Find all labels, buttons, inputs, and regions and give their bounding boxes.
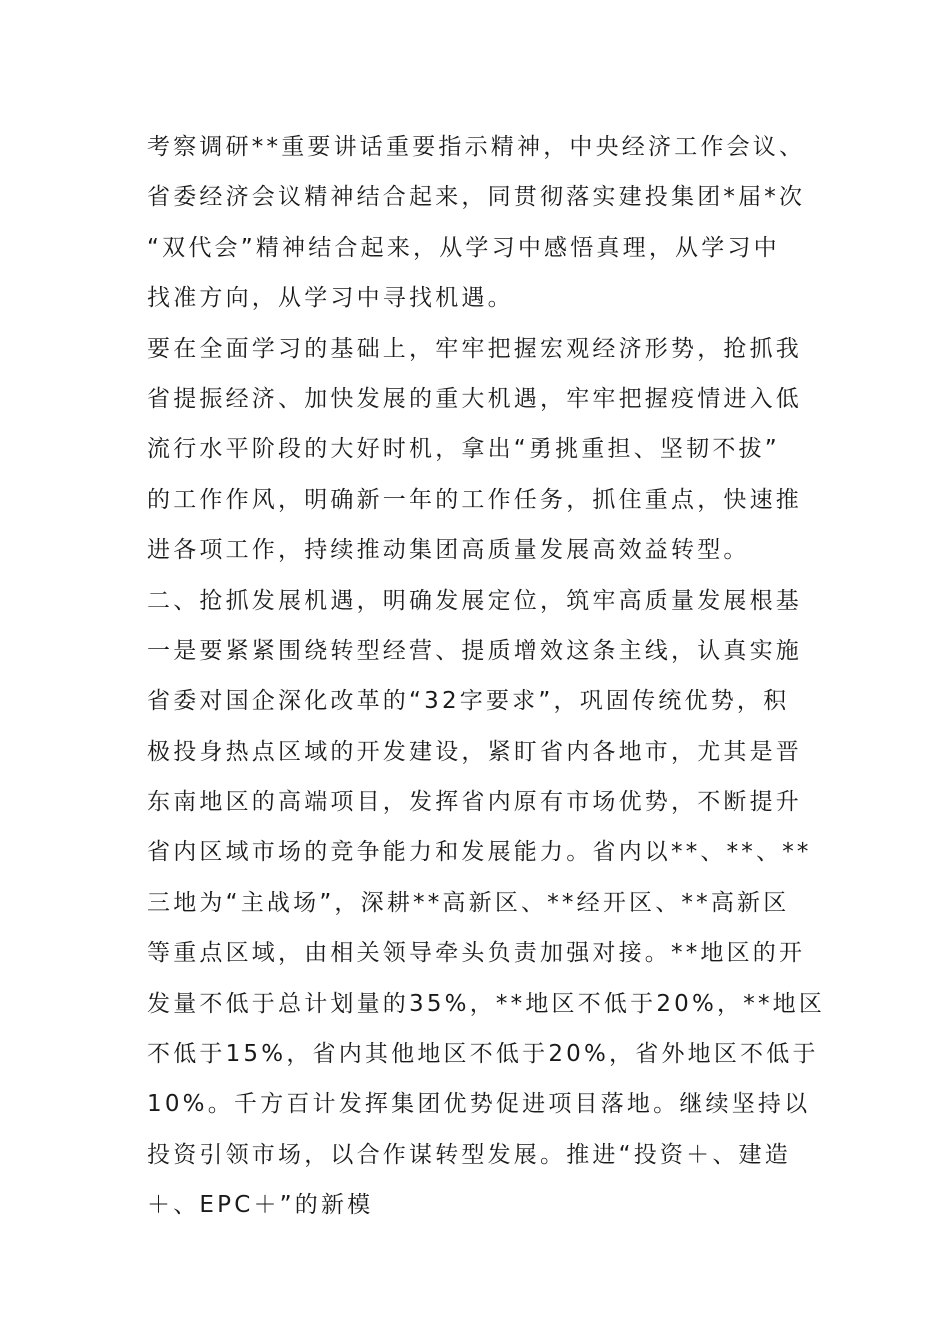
text-line: ＋、EPC＋”的新模: [147, 1192, 374, 1219]
text-line: 不低于15%，省内其他地区不低于20%，省外地区不低于: [147, 1041, 819, 1068]
text-line: 极投身热点区域的开发建设，紧盯省内各地市，尤其是晋: [147, 738, 802, 765]
text-line: 省提振经济、加快发展的重大机遇，牢牢把握疫情进入低: [147, 385, 802, 412]
text-line: 省委经济会议精神结合起来，同贯彻落实建投集团*届*次: [147, 184, 806, 211]
text-line: 等重点区域，由相关领导牵头负责加强对接。**地区的开: [147, 940, 806, 967]
text-line: 进各项工作，持续推动集团高质量发展高效益转型。: [147, 537, 750, 564]
body-text: [147, 122, 826, 1231]
text-line: 发量不低于总计划量的35%，**地区不低于20%，**地区: [147, 990, 826, 1017]
text-line: 的工作作风，明确新一年的工作任务，抓住重点，快速推: [147, 486, 802, 513]
text-line: 流行水平阶段的大好时机，拿出“勇挑重担、坚韧不拔”: [147, 436, 780, 463]
text-line: 找准方向，从学习中寻找机遇。: [147, 285, 514, 312]
text-line: 投资引领市场，以合作谋转型发展。推进“投资＋、建造: [147, 1141, 791, 1168]
text-line: 要在全面学习的基础上，牢牢把握宏观经济形势，抢抓我: [147, 335, 802, 362]
text-line: 一是要紧紧围绕转型经营、提质增效这条主线，认真实施: [147, 637, 802, 664]
section-heading: 二、抢抓发展机遇，明确发展定位，筑牢高质量发展根基: [147, 587, 802, 614]
text-line: 三地为“主战场”，深耕**高新区、**经开区、**高新区: [147, 889, 790, 916]
text-line: 考察调研**重要讲话重要指示精神，中央经济工作会议、: [147, 134, 806, 160]
text-line: 省委对国企深化改革的“32字要求”，巩固传统优势，积: [147, 688, 790, 715]
text-line: 东南地区的高端项目，发挥省内原有市场优势，不断提升: [147, 789, 802, 816]
text-line: 10%。千方百计发挥集团优势促进项目落地。继续坚持以: [147, 1091, 811, 1118]
text-line: 省内区域市场的竞争能力和发展能力。省内以**、**、**: [147, 839, 812, 866]
text-line: “双代会”精神结合起来，从学习中感悟真理，从学习中: [147, 234, 780, 261]
